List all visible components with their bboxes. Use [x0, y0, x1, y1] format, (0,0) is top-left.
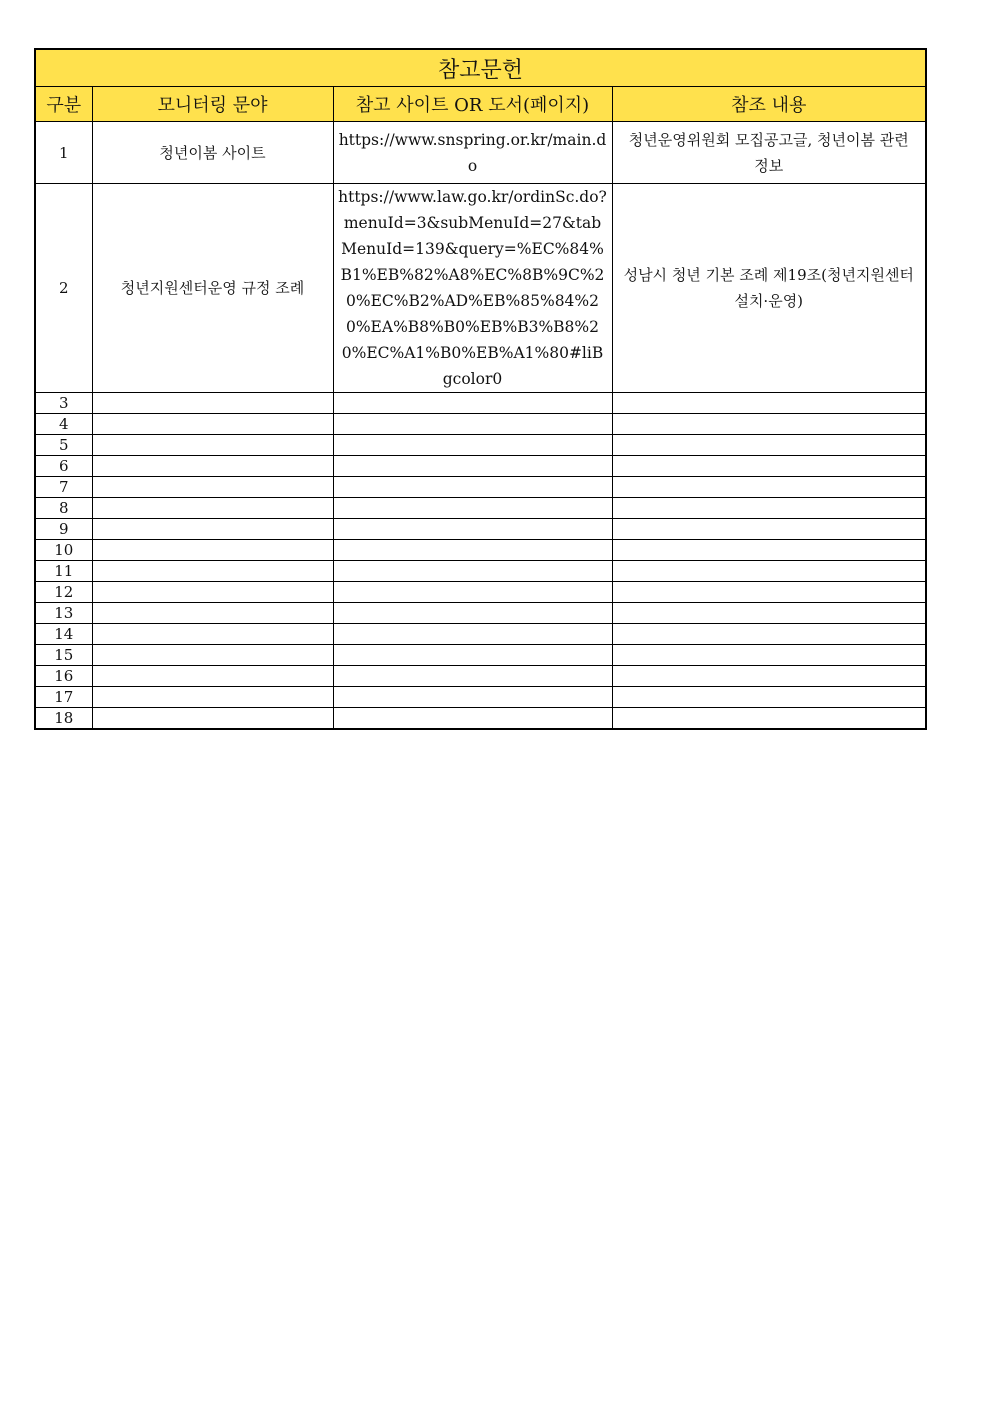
- row-content-cell: [612, 666, 926, 687]
- table-header-row: [35, 87, 926, 122]
- row-number: 16: [35, 666, 92, 687]
- table-row: [35, 540, 926, 561]
- table-row: [35, 603, 926, 624]
- row-field: [92, 414, 333, 435]
- row-source-link[interactable]: https://www.snspring.or.kr/main.do: [338, 130, 607, 175]
- row-number: 13: [35, 603, 92, 624]
- table-row: [35, 582, 926, 603]
- row-content-cell: [612, 624, 926, 645]
- header-source: 참고 사이트 OR 도서(페이지): [333, 87, 612, 122]
- row-number: 11: [35, 561, 92, 582]
- row-source-cell: [333, 184, 612, 393]
- row-source-cell: [333, 624, 612, 645]
- row-field: [92, 540, 333, 561]
- row-source-cell: [333, 708, 612, 730]
- row-field: [92, 603, 333, 624]
- row-number: 8: [35, 498, 92, 519]
- references-table: [34, 48, 927, 730]
- row-field: [92, 582, 333, 603]
- row-number: 9: [35, 519, 92, 540]
- row-content-cell: [612, 603, 926, 624]
- row-number: 14: [35, 624, 92, 645]
- row-source-cell: [333, 687, 612, 708]
- table-row: [35, 456, 926, 477]
- table-row: [35, 561, 926, 582]
- table-row: [35, 666, 926, 687]
- table-title-row: [35, 49, 926, 87]
- row-field: [92, 624, 333, 645]
- row-number: 1: [35, 122, 92, 184]
- row-source-cell: [333, 603, 612, 624]
- row-source-cell: [333, 519, 612, 540]
- row-field: [92, 498, 333, 519]
- row-content-cell: [612, 645, 926, 666]
- table-row: [35, 498, 926, 519]
- table-row: [35, 477, 926, 498]
- header-field: 모니터링 문야: [92, 87, 333, 122]
- row-content-cell: [612, 708, 926, 730]
- table-row: [35, 435, 926, 456]
- row-source-cell: [333, 582, 612, 603]
- row-source-cell: [333, 540, 612, 561]
- table-row: [35, 645, 926, 666]
- row-number: 10: [35, 540, 92, 561]
- table-title: 참고문헌: [35, 49, 926, 87]
- row-number: 4: [35, 414, 92, 435]
- row-source-cell: [333, 456, 612, 477]
- row-content-cell: [612, 456, 926, 477]
- row-content-cell: [612, 477, 926, 498]
- row-content-cell: [612, 519, 926, 540]
- row-field: [92, 645, 333, 666]
- row-content-cell: [612, 122, 926, 184]
- row-source-cell: [333, 561, 612, 582]
- row-source-cell: [333, 435, 612, 456]
- row-content: 성남시 청년 기본 조례 제19조(청년지원센터 설치·운영): [623, 266, 914, 310]
- row-number: 6: [35, 456, 92, 477]
- row-content-cell: [612, 561, 926, 582]
- row-source-cell: [333, 666, 612, 687]
- row-content-cell: [612, 184, 926, 393]
- row-source-cell: [333, 414, 612, 435]
- table-row: [35, 184, 926, 393]
- row-source-cell: [333, 645, 612, 666]
- row-source-cell: [333, 498, 612, 519]
- row-field: [92, 519, 333, 540]
- row-content-cell: [612, 414, 926, 435]
- row-field: [92, 561, 333, 582]
- row-field: [92, 708, 333, 730]
- row-content-cell: [612, 498, 926, 519]
- row-number: 17: [35, 687, 92, 708]
- row-content-cell: [612, 393, 926, 414]
- row-number: 7: [35, 477, 92, 498]
- header-no: 구분: [35, 87, 92, 122]
- row-field: [92, 393, 333, 414]
- row-number: 18: [35, 708, 92, 730]
- row-number: 12: [35, 582, 92, 603]
- table-row: [35, 393, 926, 414]
- table-row: [35, 708, 926, 730]
- table-row: [35, 414, 926, 435]
- row-source-cell: [333, 393, 612, 414]
- row-field: [92, 456, 333, 477]
- table-row: [35, 624, 926, 645]
- row-content-cell: [612, 540, 926, 561]
- row-source-cell: [333, 477, 612, 498]
- row-number: 5: [35, 435, 92, 456]
- row-number: 3: [35, 393, 92, 414]
- table-row: [35, 687, 926, 708]
- row-source-link[interactable]: https://www.law.go.kr/ordinSc.do?menuId=3&subMenuId=27&tabMenuId=139&query=%EC%84%B1%EB%82%A8%EC%8B%9C%20%EC%B2%AD%EB%85%84%20%EA%B8%B0%EB%B3%B8%20%EC%A1%B0%EB%A1%80#liBgcolor0: [338, 188, 607, 388]
- row-number: 15: [35, 645, 92, 666]
- row-content-cell: [612, 687, 926, 708]
- row-number: 2: [35, 184, 92, 393]
- row-field: [92, 666, 333, 687]
- table-row: [35, 519, 926, 540]
- row-field: 청년지원센터운영 규정 조례: [92, 184, 333, 393]
- row-field: 청년이봄 사이트: [92, 122, 333, 184]
- table-row: [35, 122, 926, 184]
- row-field: [92, 435, 333, 456]
- row-field: [92, 477, 333, 498]
- header-content: 참조 내용: [612, 87, 926, 122]
- row-content-cell: [612, 582, 926, 603]
- row-source-cell: [333, 122, 612, 184]
- row-content-cell: [612, 435, 926, 456]
- row-content: 청년운영위원회 모집공고글, 청년이봄 관련 정보: [628, 130, 909, 175]
- row-field: [92, 687, 333, 708]
